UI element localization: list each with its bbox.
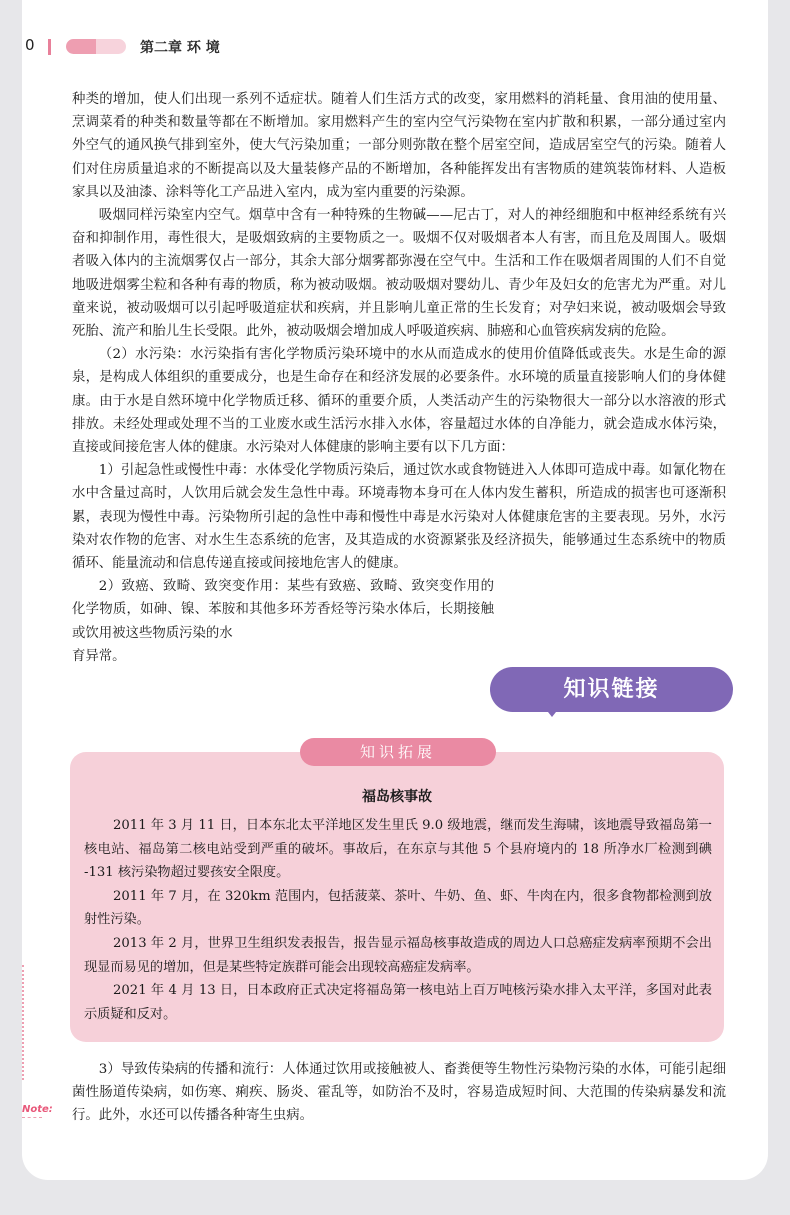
extension-paragraph: 2011 年 3 月 11 日，日本东北太平洋地区发生里氏 9.0 级地震，继而发生海啸，该地震导致福岛第一核电站、福岛第二核电站受到严重的破坏。事故后，在东京与其他 5 个县府境内的 18 所净水厂检测到碘 -131 核污染物超过婴孩安全限度。: [84, 818, 712, 881]
page-header: [22, 36, 768, 58]
paragraph: 吸烟同样污染室内空气。烟草中含有一种特殊的生物碱——尼古丁，对人的神经细胞和中枢神经系统有兴奋和抑制作用，毒性很大，是吸烟致病的主要物质之一。吸烟不仅对吸烟者本人有害，而且危及周围人。吸烟者吸入体内的主流烟雾仅占一部分，其余大部分烟雾都弥漫在空气中。生活和工作在吸烟者周围的人们不自觉地吸进烟雾尘粒和各种有毒的物质，称为被动吸烟。被动吸烟对婴幼儿、青少年及妇女的危害尤为严重。对儿童来说，被动吸烟可以引起呼吸道症状和疾病，并且影响儿童正常的生长发育；对孕妇来说，被动吸烟会导致死胎、流产和胎儿生长受限。此外，被动吸烟会增加成人呼吸道疾病、肺癌和心血管疾病发病的危险。: [72, 208, 726, 340]
paragraph: 3）导致传染病的传播和流行：人体通过饮用或接触被人、畜粪便等生物性污染物污染的水体，可能引起细菌性肠道传染病，如伤寒、痢疾、肠炎、霍乱等，如防治不及时，容易造成短时间、大范围的传染病暴发和流行。此外，水还可以传播各种寄生虫病。: [72, 1062, 726, 1124]
paragraph: 种类的增加，使人们出现一系列不适症状。随着人们生活方式的改变，家用燃料的消耗量、食用油的使用量、烹调菜肴的种类和数量等都在不断增加。家用燃料产生的室内空气污染物在室内扩散和积累，一部分通过室内外空气的通风换气排到室外，使大气污染加重；一部分则弥散在整个居室空间，造成居室空气的污染。随着人们对住房质量追求的不断提高以及大量装修产品的不断增加，各种能挥发出有害物质的建筑装饰材料、人造板家具以及油漆、涂料等化工产品进入室内，成为室内重要的污染源。: [72, 92, 726, 200]
extension-box-title: 福岛核事故: [362, 789, 432, 805]
note-margin-line: [22, 1117, 42, 1118]
extension-box-label: 知识拓展: [300, 738, 496, 766]
knowledge-link-button[interactable]: 知识链接: [490, 667, 733, 712]
note-margin-rule: [22, 965, 24, 1080]
book-page: [22, 0, 768, 1180]
header-decor-bar-light: [96, 39, 126, 54]
extension-paragraph: 2011 年 7 月，在 320km 范围内，包括菠菜、茶叶、牛奶、鱼、虾、牛肉在内，很多食物都检测到放射性污染。: [84, 888, 712, 928]
header-divider: [48, 39, 51, 55]
header-decor-bar: [66, 39, 96, 54]
main-text: [72, 88, 726, 668]
after-box-text: [72, 1058, 726, 1128]
extension-paragraph: 2021 年 4 月 13 日，日本政府正式决定将福岛第一核电站上百万吨核污染水排入太平洋，多国对此表示质疑和反对。: [84, 983, 712, 1022]
paragraph: （2）水污染：水污染指有害化学物质污染环境中的水从而造成水的使用价值降低或丧失。水是生命的源泉，是构成人体组织的重要成分，也是生命存在和经济发展的必要条件。水环境的质量直接影响人们的身体健康。由于水是自然环境中化学物质迁移、循环的重要介质，人类活动产生的污染物很大一部分以水溶液的形式排放。未经处理或处理不当的工业废水或生活污水排入水体，容量超过水体的自净能力，就会造成水体污染，直接或间接危害人体的健康。水污染对人体健康的影响主要有以下几方面：: [72, 347, 726, 456]
chapter-title: 第二章 环 境: [140, 40, 220, 56]
paragraph-end: 育异常。: [72, 648, 126, 664]
paragraph: 1）引起急性或慢性中毒：水体受化学物质污染后，通过饮水或食物链进入人体即可造成中毒。如氰化物在水中含量过高时，人饮用后就会发生急性中毒。环境毒物本身可在人体内发生蓄积，所造成的损害也可逐渐积累，表现为慢性中毒。污染物所引起的急性中毒和慢性中毒是水污染对人体健康危害的主要表现。另外，水污染对农作物的危害、对水生生态系统的危害，及其造成的水资源紧张及经济损失，能够通过生态系统中的物质循环、能量流动和信息传递直接或间接地危害人的健康。: [72, 463, 726, 572]
page-number: 0: [25, 36, 35, 54]
extension-paragraph: 2013 年 2 月，世界卫生组织发表报告，报告显示福岛核事故造成的周边人口总癌症发病率预期不会出现显而易见的增加，但是某些特定族群可能会出现较高癌症发病率。: [84, 935, 712, 975]
paragraph: 2）致癌、致畸、致突变作用：某些有致癌、致畸、致突变作用的化学物质，如砷、镍、苯胺和其他多环芳香烃等污染水体后，长期接触或饮用被这些物质污染的水: [72, 579, 494, 641]
extension-box-body: [84, 814, 712, 1026]
note-label: Note:: [22, 1104, 53, 1115]
knowledge-link-pointer: [544, 707, 560, 717]
